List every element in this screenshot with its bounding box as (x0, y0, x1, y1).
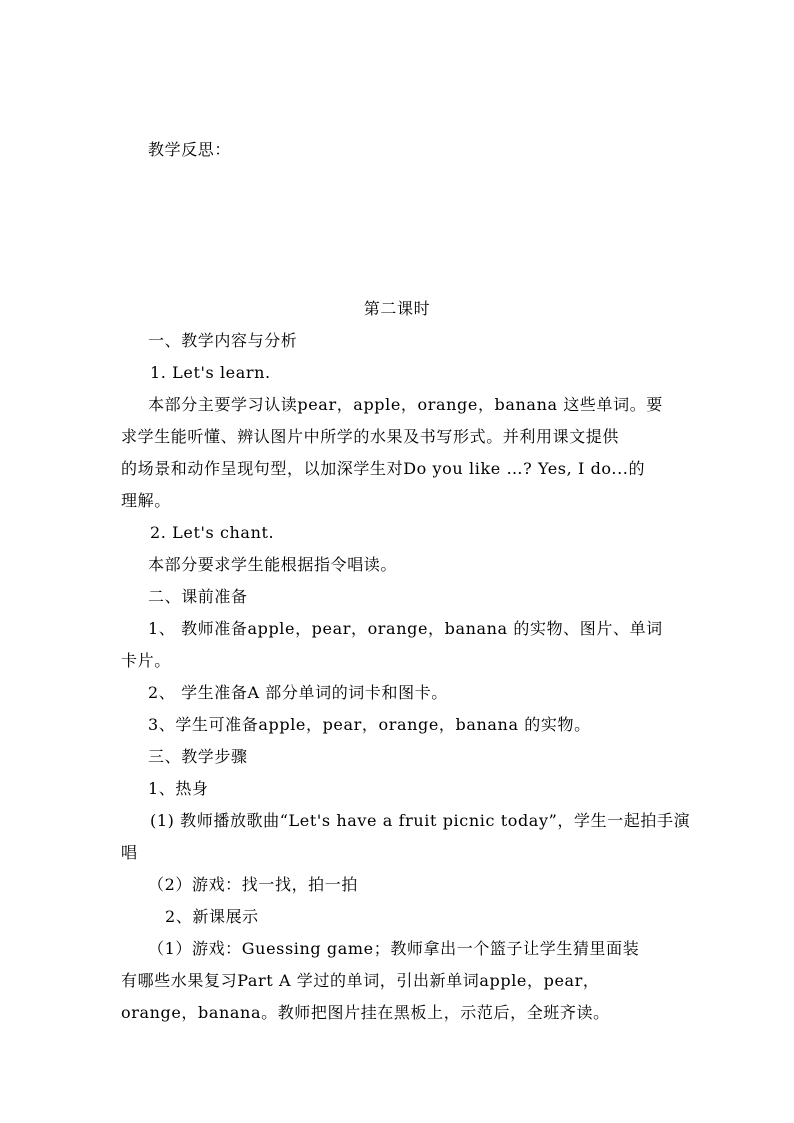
chant-heading: 2. Let's chant. (150, 523, 275, 542)
preparation-item-1-line-2: 卡片。 (121, 651, 171, 670)
preparation-item-2: 2、 学生准备A 部分单词的词卡和图卡。 (148, 683, 448, 702)
warmup-item-1-line-2: 唱 (121, 843, 138, 862)
section-heading-steps: 三、教学步骤 (148, 747, 248, 766)
learn-heading: 1. Let's learn. (150, 363, 271, 382)
preparation-item-3: 3、学生可准备apple，pear，orange，banana 的实物。 (148, 715, 591, 734)
learn-paragraph-line-4: 理解。 (121, 491, 171, 510)
preparation-item-1-line-1: 1、 教师准备apple，pear，orange，banana 的实物、图片、单词 (148, 619, 663, 638)
new-lesson-item-1-line-1: （1）游戏：Guessing game；教师拿出一个篮子让学生猜里面装 (148, 939, 640, 958)
section-heading-content: 一、教学内容与分析 (148, 331, 298, 350)
section-heading-preparation: 二、课前准备 (148, 587, 248, 606)
reflection-label: 教学反思： (148, 140, 232, 159)
learn-paragraph-line-3: 的场景和动作呈现句型，以加深学生对Do you like …? Yes, I do...的 (121, 459, 646, 478)
warmup-item-1-line-1: (1) 教师播放歌曲“Let's have a fruit picnic today”，学生一起拍手演 (150, 811, 691, 830)
lesson-title: 第二课时 (363, 299, 431, 318)
warmup-heading: 1、热身 (148, 779, 209, 798)
chant-paragraph: 本部分要求学生能根据指令唱读。 (148, 555, 398, 574)
new-lesson-heading: 2、新课展示 (165, 907, 259, 926)
learn-paragraph-line-2: 求学生能听懂、辨认图片中所学的水果及书写形式。并利用课文提供 (121, 427, 620, 446)
new-lesson-item-1-line-2: 有哪些水果复习Part A 学过的单词，引出新单词apple，pear， (121, 971, 600, 990)
new-lesson-item-1-line-3: orange，banana。教师把图片挂在黑板上，示范后，全班齐读。 (121, 1003, 610, 1022)
learn-paragraph-line-1: 本部分主要学习认读pear，apple，orange，banana 这些单词。要 (148, 395, 663, 414)
warmup-item-2: （2）游戏：找一找，拍一拍 (148, 875, 358, 894)
